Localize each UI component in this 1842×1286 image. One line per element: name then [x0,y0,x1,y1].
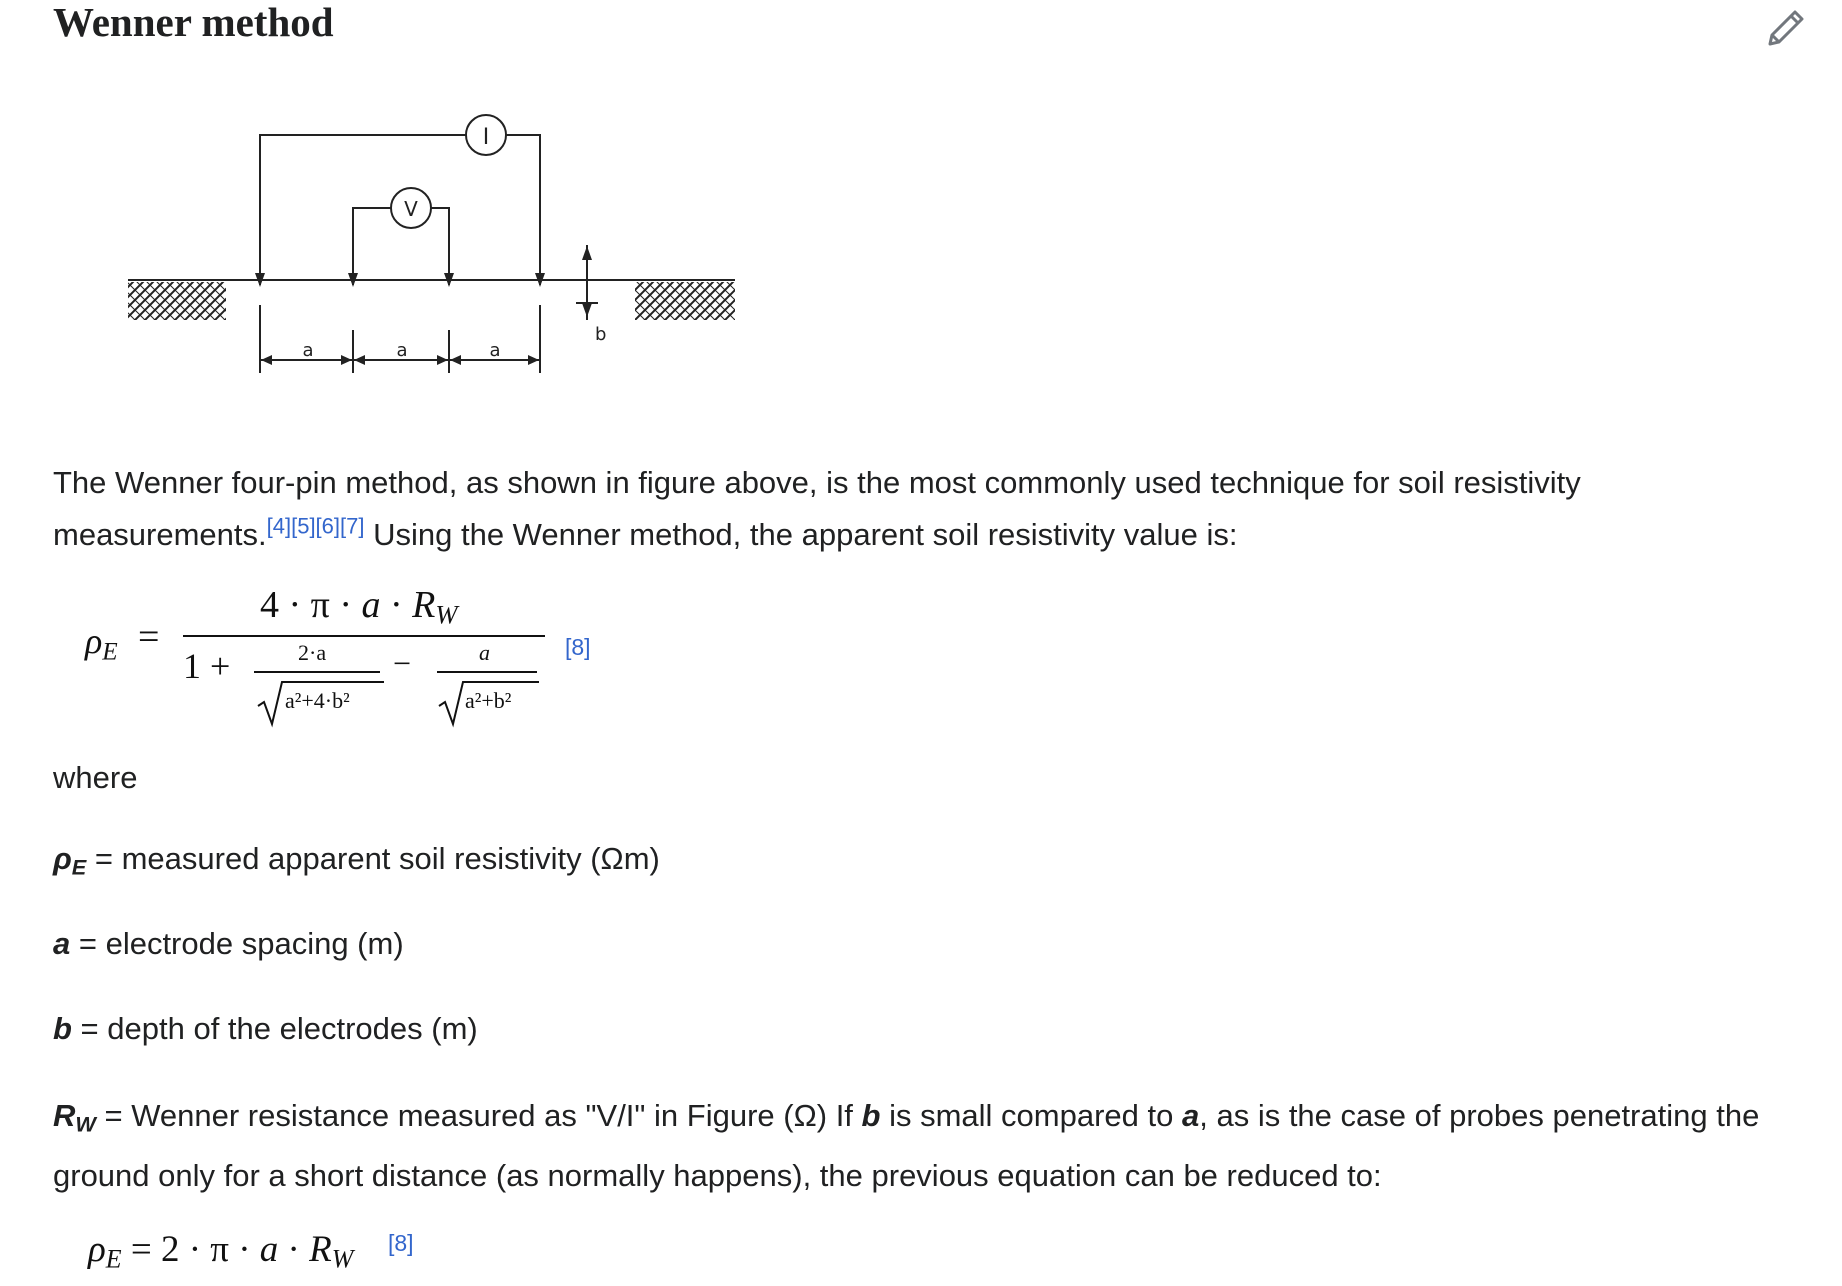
rw-definition [53,1090,1833,1202]
citation-8-simple[interactable]: [8] [388,1230,414,1256]
wenner-diagram [120,105,750,380]
intro-paragraph [53,457,1803,561]
intro-text-2: measurements. [53,517,267,552]
formula-minus: − [393,645,412,681]
frac2-bar [437,671,537,673]
spacing-label-1: a [302,340,314,361]
spacing-label-3: a [489,340,501,361]
formula-lhs: $\rho_E$ [85,621,118,666]
edit-section-button[interactable] [1762,4,1810,52]
spacing-label-2: a [396,340,408,361]
formula-one-plus: 1 + [183,646,231,686]
section-title: Wenner method [53,0,334,45]
formula-numerator: $4 \cdot \pi \cdot a \cdot R_W$ [260,584,458,630]
frac1-bar [254,671,380,673]
formula-simple: $\rho_E = 2 \cdot \pi \cdot a \cdot R_W$ [88,1229,354,1274]
definition-a: a = electrode spacing (m) [53,926,404,961]
frac2-numerator: a [479,640,490,665]
citation-4-7[interactable]: [4][5][6][7] [266,513,365,539]
citation-8-full[interactable]: [8] [565,634,591,660]
definition-b: b = depth of the electrodes (m) [53,1011,478,1046]
voltage-label: V [404,197,418,221]
current-label: I [482,125,490,150]
intro-text-3: Using the Wenner method, the apparent soil resistivity value is: [364,517,1238,552]
soil-hatch-left [128,282,226,320]
depth-label: b [595,324,607,345]
formula-main-bar [183,635,545,637]
rw-line-2: ground only for a short distance (as normally happens), the previous equation can be reduced to: [53,1158,1382,1194]
frac2-radicand: a²+b² [465,688,512,713]
soil-hatch-right [635,282,735,320]
frac1-numerator: 2·a [298,640,327,665]
rw-line-1: $R_W$ = Wenner resistance measured as "V/I" in Figure (Ω) If b is small compared to a, as is the case of probes penetrating the [53,1098,1760,1137]
formula-equals: = [138,616,160,658]
intro-line-2 [53,509,1803,561]
where-label: where [53,760,138,795]
spacing-dimension [260,305,540,373]
frac1-radicand: a²+4·b² [285,688,350,713]
intro-line-1: The Wenner four-pin method, as shown in figure above, is the most commonly used technique for soil resistivity [53,465,1581,500]
definition-rho-e: $\rho_E$ = measured apparent soil resistivity (Ωm) [53,841,660,880]
pencil-icon [1762,4,1810,52]
